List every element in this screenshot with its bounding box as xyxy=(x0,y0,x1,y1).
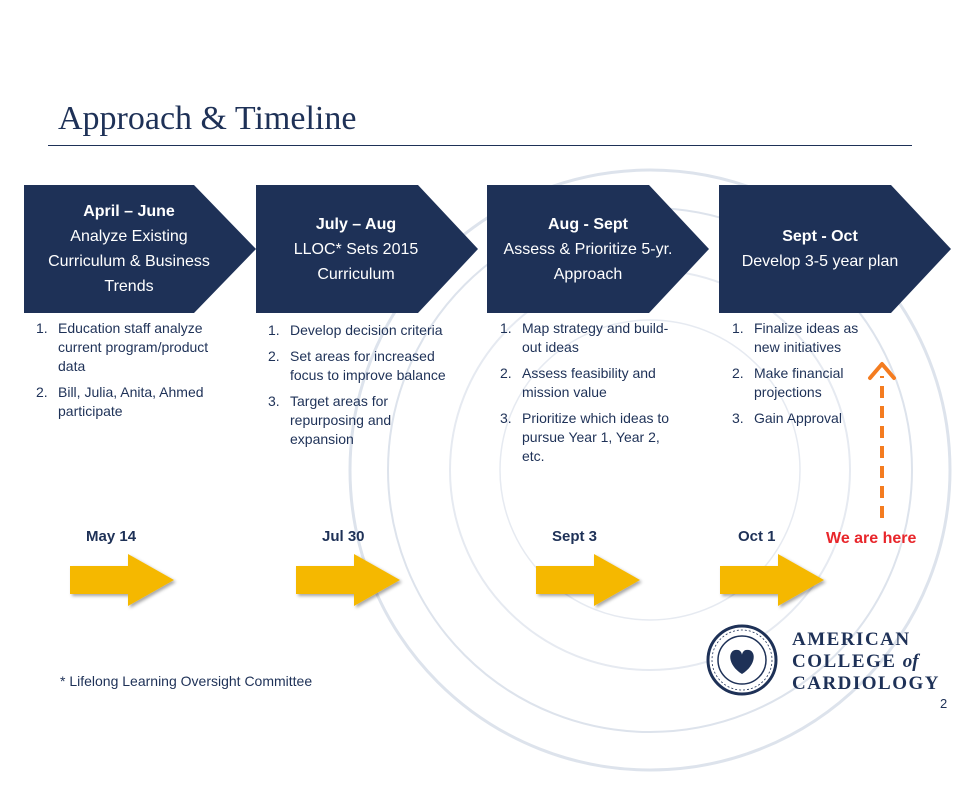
phase-3-label xyxy=(503,185,673,313)
list-item: 3. Target areas for repurposing and expansion xyxy=(268,393,392,447)
list-item: 3. Gain Approval xyxy=(732,410,842,426)
phase-2-label xyxy=(271,185,441,313)
right-arrow-icon xyxy=(70,554,174,606)
logo-line-2: COLLEGE of xyxy=(792,651,919,672)
phase-1-label xyxy=(44,185,214,313)
acc-seal-logo-icon xyxy=(706,624,778,696)
phase-1-text: Analyze Existing Curriculum & Business Trends xyxy=(48,228,210,295)
list-item: 2. Assess feasibility and mission value xyxy=(500,365,656,400)
footnote: * Lifelong Learning Oversight Committee xyxy=(60,673,313,689)
list-item: 1. Map strategy and build-out ideas xyxy=(500,320,669,355)
we-are-here-label: We are here xyxy=(826,530,917,547)
milestone-date-4: Oct 1 xyxy=(738,528,776,545)
phase-2-text: LLOC* Sets 2015 Curriculum xyxy=(293,240,419,283)
list-item: 2. Set areas for increased focus to improve balance xyxy=(268,348,446,383)
logo-line-1: AMERICAN xyxy=(792,629,911,650)
page-number: 2 xyxy=(940,696,948,711)
logo-line-3: CARDIOLOGY xyxy=(792,673,941,694)
acc-logo-wordmark xyxy=(792,629,940,695)
list-item: 1. Develop decision criteria xyxy=(268,322,443,338)
phase-4-text: Develop 3-5 year plan xyxy=(741,253,899,270)
list-item: 1. Education staff analyze current program/product data xyxy=(36,320,209,374)
milestone-date-3: Sept 3 xyxy=(552,528,598,545)
phase-3-steps xyxy=(500,319,680,473)
list-item: 3. Prioritize which ideas to pursue Year 1, Year 2, etc. xyxy=(500,410,670,464)
phase-4-label xyxy=(735,185,905,313)
milestone-date-1: May 14 xyxy=(86,528,137,545)
phase-3-heading: Aug - Sept xyxy=(548,215,628,233)
list-item: 2. Bill, Julia, Anita, Ahmed participate xyxy=(36,384,204,419)
list-item: 2. Make financial projections xyxy=(732,365,844,400)
phase-1-steps xyxy=(36,319,214,428)
milestone-date-2: Jul 30 xyxy=(322,528,365,545)
phase-3-text: Assess & Prioritize 5-yr. Approach xyxy=(503,240,673,283)
phase-4-heading: Sept - Oct xyxy=(782,228,858,245)
phase-4-steps xyxy=(732,319,882,435)
phase-2-heading: July – Aug xyxy=(315,215,397,233)
list-item: 1. Finalize ideas as new initiatives xyxy=(732,320,859,355)
phase-1-heading: April – June xyxy=(83,203,175,220)
title-divider xyxy=(48,145,912,146)
phase-2-steps xyxy=(268,321,452,456)
page-title: Approach & Timeline xyxy=(58,100,357,137)
